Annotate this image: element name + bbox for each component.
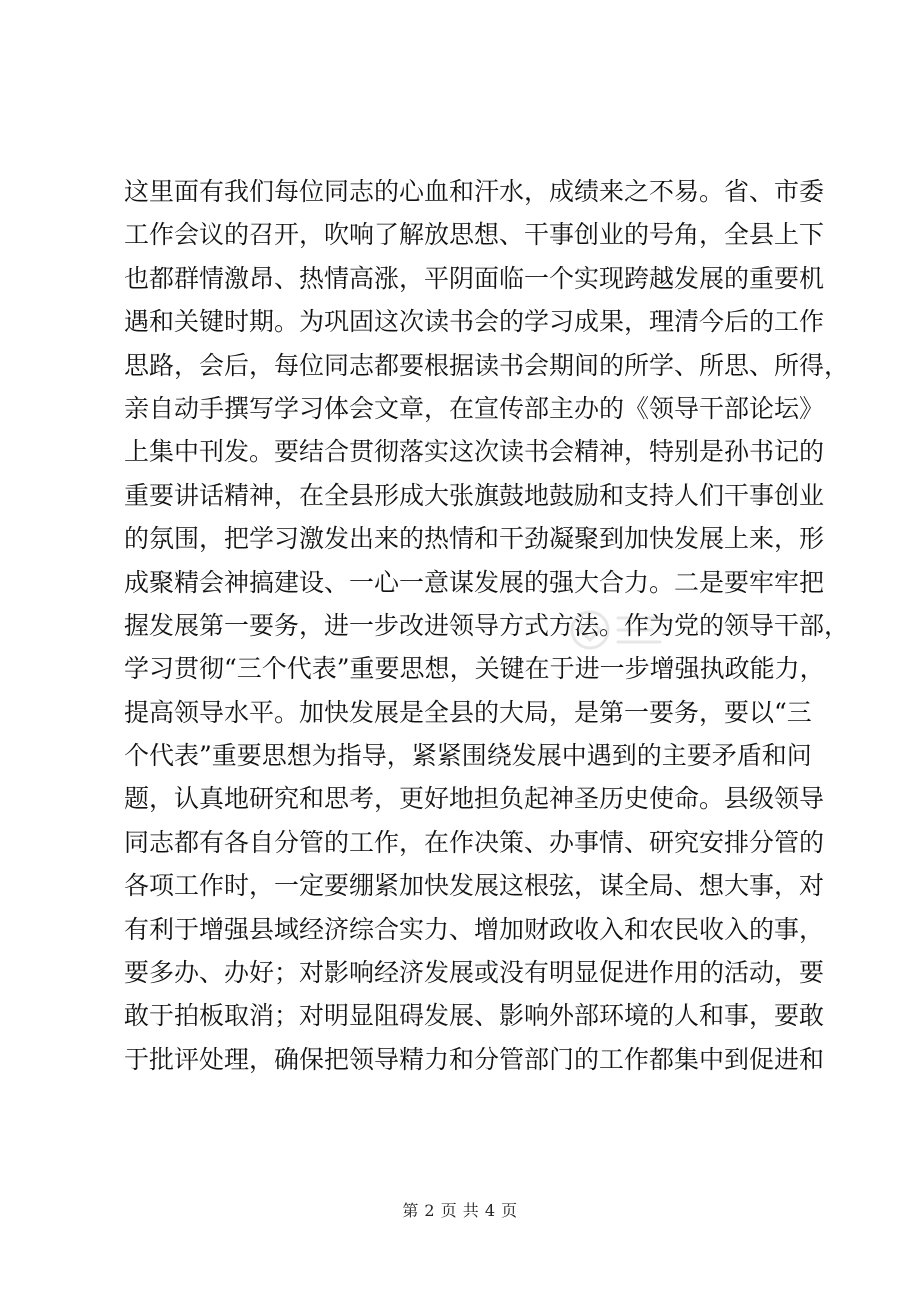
text-line: 学习贯彻“三个代表”重要思想，关键在于进一步增强执政能力， [124, 654, 825, 684]
text-line: 握发展第一要务，进一步改进领导方式方法。作为党的领导干部， [124, 610, 850, 640]
text-line: 也都群情激昂、热情高涨，平阴面临一个实现跨越发展的重要机 [124, 263, 825, 293]
text-line: 遇和关键时期。为巩固这次读书会的学习成果，理清今后的工作 [124, 307, 825, 337]
text-line: 于批评处理，确保把领导精力和分管部门的工作都集中到促进和 [124, 1044, 825, 1074]
text-line: 有利于增强县域经济综合实力、增加财政收入和农民收入的事， [124, 914, 825, 944]
text-line: 的氛围，把学习激发出来的热情和干劲凝聚到加快发展上来，形 [124, 524, 825, 554]
text-line: 提高领导水平。加快发展是全县的大局，是第一要务，要以“三 [124, 697, 812, 727]
text-line: 敢于拍板取消；对明显阻碍发展、影响外部环境的人和事，要敢 [124, 1001, 825, 1031]
text-line: 思路，会后，每位同志都要根据读书会期间的所学、所思、所得， [124, 350, 850, 380]
text-line: 题，认真地研究和思考，更好地担负起神圣历史使命。县级领导 [124, 784, 825, 814]
text-line: 各项工作时，一定要绷紧加快发展这根弦，谋全局、想大事，对 [124, 871, 825, 901]
text-line: 个代表”重要思想为指导，紧紧围绕发展中遇到的主要矛盾和问 [124, 741, 812, 771]
text-line: 要多办、办好；对影响经济发展或没有明显促进作用的活动，要 [124, 958, 825, 988]
text-line: 工作会议的召开，吹响了解放思想、干事创业的号角，全县上下 [124, 220, 825, 250]
text-line: 上集中刊发。要结合贯彻落实这次读书会精神，特别是孙书记的 [124, 437, 825, 467]
text-line: 亲自动手撰写学习体会文章，在宣传部主办的《领导干部论坛》 [124, 393, 825, 423]
text-line: 重要讲话精神，在全县形成大张旗鼓地鼓励和支持人们干事创业 [124, 480, 825, 510]
text-line: 成聚精会神搞建设、一心一意谋发展的强大合力。二是要牢牢把 [124, 567, 825, 597]
text-line: 这里面有我们每位同志的心血和汗水，成绩来之不易。省、市委 [124, 177, 825, 206]
text-line: 同志都有各自分管的工作，在作决策、办事情、研究安排分管的 [124, 827, 825, 857]
body-text [124, 170, 850, 1081]
page-footer: 第 2 页 共 4 页 [402, 1201, 518, 1220]
